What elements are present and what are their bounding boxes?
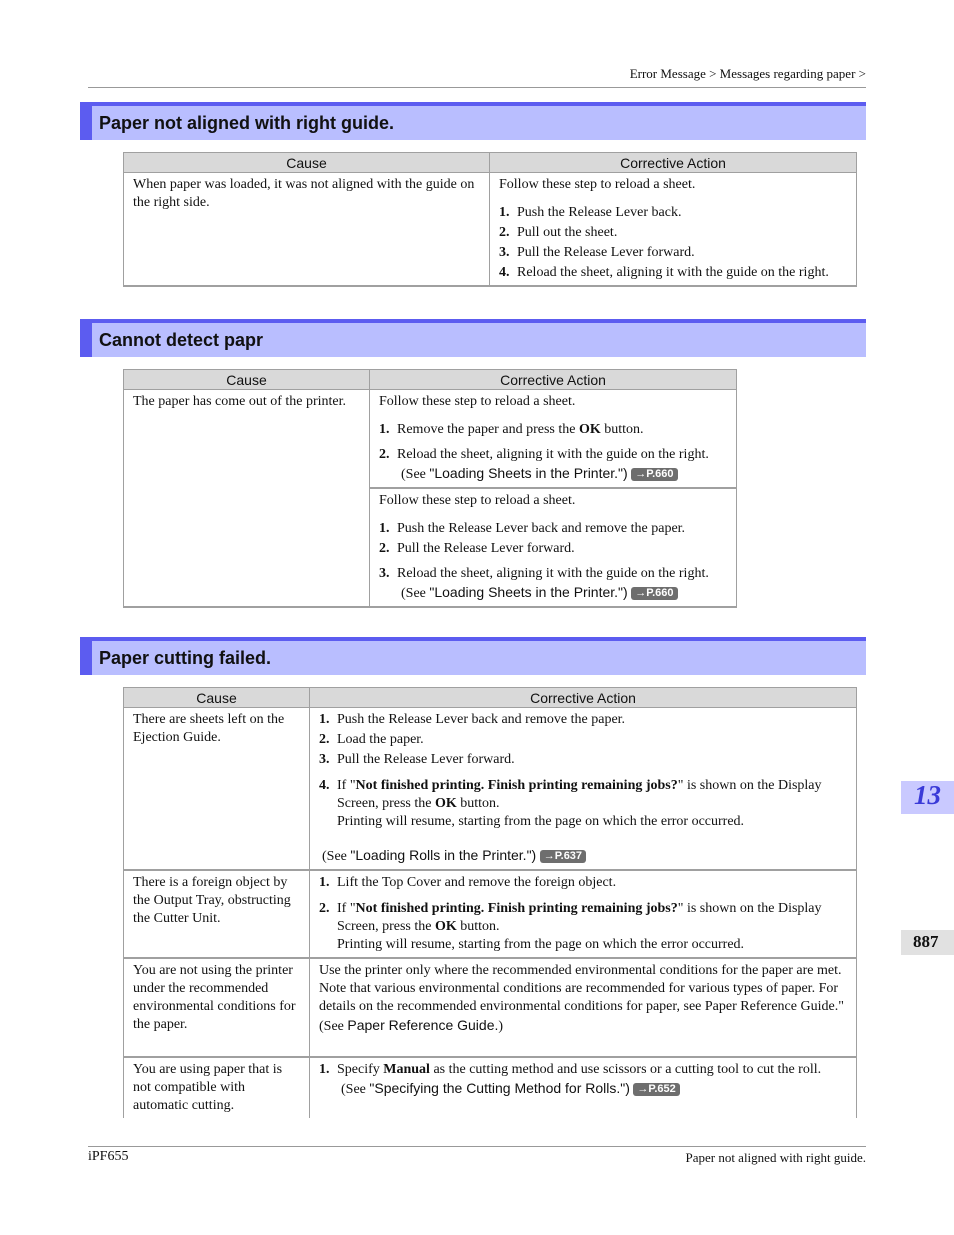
see-reference <box>337 1082 680 1097</box>
step-number: 1. <box>379 422 390 437</box>
page-ref-badge[interactable]: →P.637 <box>540 850 586 863</box>
step-text-part: " is shown on the Display Screen, press the <box>337 901 822 934</box>
see-prefix: (See <box>322 849 351 864</box>
section-title: Paper not aligned with right guide. <box>99 113 395 133</box>
cause-cell: When paper was loaded, it was not aligned with the guide on the right side. <box>124 173 490 287</box>
page-ref-badge[interactable]: →P.652 <box>633 1083 679 1096</box>
section-heading-not-aligned <box>80 102 866 140</box>
step-item <box>319 731 847 749</box>
step-text-part: Remove the paper and press the <box>397 422 579 437</box>
step-text-part: button. <box>456 796 500 811</box>
step-item <box>319 874 847 892</box>
see-reference <box>319 846 847 866</box>
col-header-action: Corrective Action <box>490 153 857 173</box>
step-text-part: If " <box>337 778 356 793</box>
step-text-part: Specify <box>337 1062 384 1077</box>
step-number: 4. <box>319 778 330 793</box>
step-number: 4. <box>499 265 510 280</box>
step-text-part: button. <box>456 919 500 934</box>
step-number: 2. <box>379 541 390 556</box>
step-text-part: button. <box>600 422 644 437</box>
chapter-tab[interactable] <box>901 781 954 814</box>
cause-cell: The paper has come out of the printer. <box>124 390 370 608</box>
ok-button-label: OK <box>578 422 601 437</box>
ok-button-label: OK <box>434 919 457 934</box>
chapter-number: 13 <box>914 780 941 810</box>
step-number: 2. <box>379 447 390 462</box>
step-item <box>379 565 727 603</box>
heading-accent <box>80 323 92 357</box>
heading-accent <box>80 106 92 140</box>
see-link[interactable]: "Loading Sheets in the Printer.") <box>429 465 628 481</box>
header-rule <box>88 87 866 88</box>
step-text <box>397 565 727 603</box>
step-number: 2. <box>499 225 510 240</box>
prompt-message: Not finished printing. Finish printing remaining jobs? <box>355 778 678 793</box>
cause-cell: You are using paper that is not compatible with automatic cutting. <box>124 1057 310 1118</box>
col-header-action: Corrective Action <box>310 688 857 708</box>
prompt-message: Not finished printing. Finish printing remaining jobs? <box>355 901 678 916</box>
step-text <box>397 421 727 439</box>
step-number: 3. <box>319 752 330 767</box>
step-text: Pull out the sheet. <box>517 225 618 240</box>
step-item <box>379 421 727 439</box>
step-number: 1. <box>319 712 330 727</box>
action-cell <box>310 1057 857 1118</box>
cannot-detect-table <box>123 369 737 608</box>
step-text-part: as the cutting method and use scissors or a cutting tool to cut the roll. <box>429 1062 822 1077</box>
see-prefix: (See <box>401 586 430 601</box>
see-reference <box>397 467 678 482</box>
step-text-part: Printing will resume, starting from the page on which the error occurred. <box>337 937 745 952</box>
see-reference <box>397 586 678 601</box>
not-aligned-table <box>123 152 857 287</box>
step-item <box>319 711 847 729</box>
section-title: Paper cutting failed. <box>99 648 272 668</box>
footer-section-title: Paper not aligned with right guide. <box>685 1150 866 1165</box>
step-item <box>499 204 847 222</box>
step-number: 1. <box>499 205 510 220</box>
step-text-part: If " <box>337 901 356 916</box>
step-text-part: Printing will resume, starting from the page on which the error occurred. <box>337 814 745 829</box>
manual-option-label: Manual <box>383 1062 430 1077</box>
step-text <box>397 446 727 484</box>
page-ref-badge[interactable]: →P.660 <box>631 587 677 600</box>
page-number: 887 <box>913 932 939 951</box>
action-cell <box>490 173 857 287</box>
heading-accent <box>80 641 92 675</box>
step-item <box>319 777 847 831</box>
step-item <box>319 900 847 954</box>
section-heading-cutting-failed <box>80 637 866 675</box>
step-text <box>337 777 847 831</box>
step-item <box>319 1061 847 1099</box>
step-text-part: " is shown on the Display Screen, press the <box>337 778 822 811</box>
see-prefix: (See <box>341 1082 370 1097</box>
col-header-cause: Cause <box>124 153 490 173</box>
step-text-part: Reload the sheet, aligning it with the guide on the right. <box>397 566 709 581</box>
action-intro: Follow these step to reload a sheet. <box>499 177 696 192</box>
step-item <box>319 751 847 769</box>
step-text: Pull the Release Lever forward. <box>517 245 695 260</box>
see-prefix: (See <box>401 467 430 482</box>
step-text: Load the paper. <box>337 732 424 747</box>
action-cell <box>370 390 737 489</box>
footer-rule <box>88 1146 866 1147</box>
action-cell <box>310 958 857 1057</box>
step-text: Lift the Top Cover and remove the foreign object. <box>337 875 617 890</box>
step-number: 1. <box>319 875 330 890</box>
step-item <box>379 540 727 558</box>
cause-cell: There is a foreign object by the Output Tray, obstructing the Cutter Unit. <box>124 870 310 958</box>
step-number: 2. <box>319 732 330 747</box>
page-ref-badge[interactable]: →P.660 <box>631 468 677 481</box>
breadcrumb[interactable]: Error Message > Messages regarding paper > <box>629 66 866 81</box>
step-item <box>379 520 727 538</box>
step-number: 1. <box>379 521 390 536</box>
step-number: 2. <box>319 901 330 916</box>
see-link[interactable]: "Loading Sheets in the Printer.") <box>429 584 628 600</box>
step-text <box>337 1061 847 1099</box>
action-cell <box>370 488 737 607</box>
action-cell <box>310 870 857 958</box>
step-text: Pull the Release Lever forward. <box>397 541 575 556</box>
step-item <box>379 446 727 484</box>
step-text-part: Reload the sheet, aligning it with the guide on the right. <box>397 447 709 462</box>
col-header-cause: Cause <box>124 688 310 708</box>
section-heading-cannot-detect <box>80 319 866 357</box>
cause-cell: You are not using the printer under the recommended environmental conditions for the paper. <box>124 958 310 1057</box>
step-text <box>337 900 847 954</box>
step-text: Reload the sheet, aligning it with the guide on the right. <box>517 265 829 280</box>
page-number-tab <box>901 930 954 955</box>
col-header-action: Corrective Action <box>370 370 737 390</box>
step-number: 3. <box>499 245 510 260</box>
step-text: Push the Release Lever back and remove the paper. <box>397 521 686 536</box>
step-number: 1. <box>319 1062 330 1077</box>
see-link[interactable]: "Loading Rolls in the Printer.") <box>350 847 537 863</box>
action-intro: Follow these step to reload a sheet. <box>379 394 576 409</box>
see-link[interactable]: Paper Reference Guide. <box>347 1017 499 1033</box>
section-title: Cannot detect papr <box>99 330 264 350</box>
step-item <box>499 244 847 262</box>
see-suffix: ) <box>498 1019 504 1034</box>
step-item <box>499 264 847 282</box>
step-text: Pull the Release Lever forward. <box>337 752 515 767</box>
see-link[interactable]: "Specifying the Cutting Method for Rolls.") <box>369 1080 630 1096</box>
action-intro: Follow these step to reload a sheet. <box>379 493 576 508</box>
cutting-failed-table <box>123 687 857 1118</box>
step-text: Push the Release Lever back. <box>517 205 682 220</box>
col-header-cause: Cause <box>124 370 370 390</box>
step-number: 3. <box>379 566 390 581</box>
action-cell <box>310 708 857 871</box>
step-item <box>499 224 847 242</box>
see-prefix: (See <box>319 1019 348 1034</box>
footer-model: iPF655 <box>88 1149 129 1164</box>
ok-button-label: OK <box>434 796 457 811</box>
see-reference <box>319 1016 847 1036</box>
step-text: Push the Release Lever back and remove the paper. <box>337 712 626 727</box>
action-text: Use the printer only where the recommended environmental conditions for the paper are met. Note that various environmental conditions are recommended for various types of paper. For details on the recommended environmental conditions for paper, see Paper Reference Guide." <box>319 963 844 1014</box>
cause-cell: There are sheets left on the Ejection Guide. <box>124 708 310 871</box>
